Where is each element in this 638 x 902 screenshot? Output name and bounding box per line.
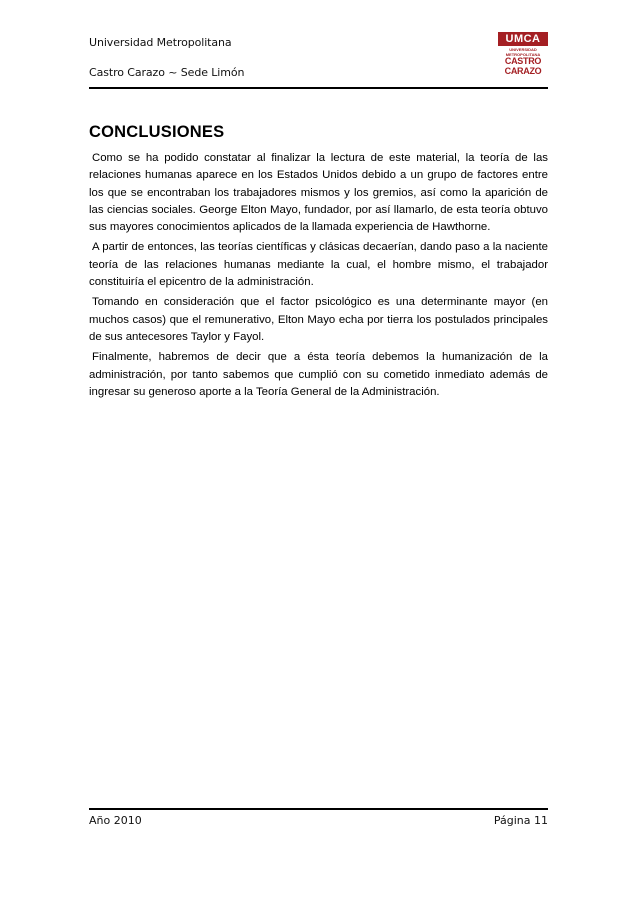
paragraph: Tomando en consideración que el factor psicológico es una determinante mayor (en muchos casos) que el remunerativo, Elton Mayo echa por tierra los postulados principales de sus antecesores Taylor y Fayol. xyxy=(89,296,548,343)
paragraph: A partir de entonces, las teorías científicas y clásicas decaerían, dando paso a la naciente teoría de las relaciones humanas mediante la cual, el hombre mismo, el trabajador constituiría el epicentro de la administración. xyxy=(89,241,548,289)
logo-subtitle: UNIVERSIDAD METROPOLITANA xyxy=(505,47,541,57)
footer-divider xyxy=(89,808,548,810)
body-text xyxy=(89,150,548,404)
logo-name-line1: CASTRO xyxy=(504,56,542,66)
logo-name-line2: CARAZO xyxy=(504,65,542,76)
paragraph: Finalmente, habremos de decir que a ésta teoría debemos la humanización de la administración, por tanto sabemos que cumplió con su cometido inmediato además de ingresar su generoso aporte a la Teoría General de la Administración. xyxy=(89,351,548,398)
logo-name xyxy=(500,57,546,76)
paragraph: Como se ha podido constatar al finalizar la lectura de este material, la teoría de las relaciones humanas aparece en los Estados Unidos debido a un grupo de factores entre los que se encontraban los trabajadores mismos y los gremios, así como la aparición de las ciencias sociales. George Elton Mayo, fundador, por así llamarlo, de esta teoría obtuvo sus mayores conocimientos aplicados de la llamada experiencia de Hawthorne. xyxy=(89,152,548,234)
header-university: Universidad Metropolitana xyxy=(89,36,232,49)
header-divider xyxy=(89,87,548,89)
section-title: CONCLUSIONES xyxy=(89,123,225,141)
header-campus: Castro Carazo ~ Sede Limón xyxy=(89,66,245,79)
logo-acronym: UMCA xyxy=(498,32,548,46)
page-header xyxy=(89,32,548,88)
footer-page-number: Página 11 xyxy=(493,814,548,827)
footer-year: Año 2010 xyxy=(89,814,142,827)
university-logo xyxy=(498,32,548,76)
